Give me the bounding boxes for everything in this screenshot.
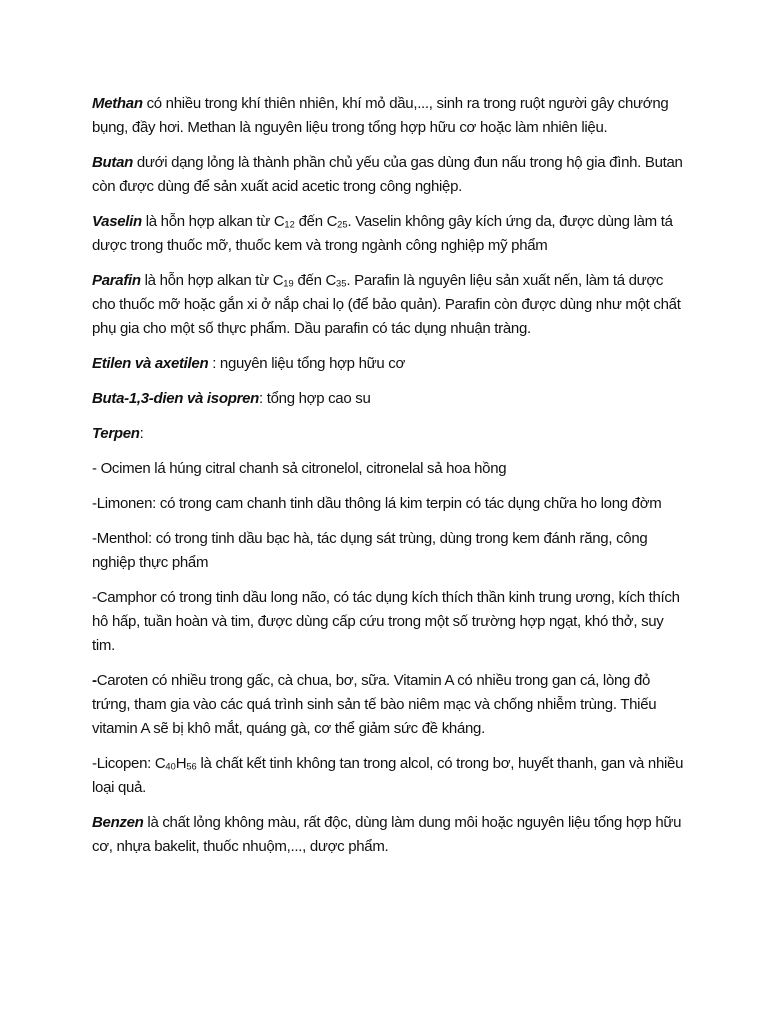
paragraph-text: : tổng hợp cao su xyxy=(259,390,371,407)
paragraph-text: Caroten có nhiều trong gấc, cà chua, bơ, sữa. Vitamin A có nhiều trong gan cá, lòng đỏ trứng, tham gia vào các quá trình sinh sản tế bào niêm mạc và chống nhiễm trùng. Thiếu vitamin A sẽ bị khô mắt, quáng gà, cơ thể giảm sức đề kháng. xyxy=(92,672,657,737)
subscript: 40 xyxy=(165,761,176,772)
paragraph-text: có nhiều trong khí thiên nhiên, khí mỏ dầu,..., sinh ra trong ruột người gây chướng bụng, đầy hơi. Methan là nguyên liệu trong tổng hợp hữu cơ hoặc làm nhiên liệu. xyxy=(92,95,669,136)
document-page xyxy=(92,92,690,870)
term-methan: Methan xyxy=(92,95,143,112)
term-parafin: Parafin xyxy=(92,272,141,289)
paragraph-text: H xyxy=(175,755,187,772)
subscript: 25 xyxy=(337,219,348,230)
subscript: 56 xyxy=(186,761,197,772)
paragraph-text: là chất kết tinh không tan trong alcol, có trong bơ, huyết thanh, gan và nhiều loại quả. xyxy=(92,755,684,796)
list-dash: - xyxy=(92,672,97,689)
paragraph-methan xyxy=(92,92,690,140)
paragraph-text: : nguyên liệu tổng hợp hữu cơ xyxy=(208,355,406,372)
term-terpen: Terpen xyxy=(92,425,140,442)
paragraph-text: dưới dạng lỏng là thành phần chủ yếu của gas dùng đun nấu trong hộ gia đình. Butan còn được dùng để sản xuất acid acetic trong công nghiệp. xyxy=(92,154,683,195)
paragraph-terpen xyxy=(92,422,690,446)
paragraph-text: -Limonen: có trong cam chanh tinh dầu thông lá kim terpin có tác dụng chữa ho long đờm xyxy=(92,495,662,512)
term-butan: Butan xyxy=(92,154,133,171)
list-item-ocimen xyxy=(92,457,690,481)
paragraph-text: - Ocimen lá húng citral chanh sả citronelol, citronelal sả hoa hồng xyxy=(92,460,507,477)
paragraph-text: là hỗn hợp alkan từ C xyxy=(141,213,285,230)
term-etilen-axetilen: Etilen và axetilen xyxy=(92,355,209,372)
paragraph-text: -Camphor có trong tinh dầu long não, có tác dụng kích thích thần kinh trung ương, kích thích hô hấp, tuần hoàn và tim, được dùng cấp cứu trong một số trường hợp ngạt, khó thở, suy tim. xyxy=(92,589,680,654)
subscript: 19 xyxy=(283,278,294,289)
list-item-licopen xyxy=(92,752,690,800)
term-benzen: Benzen xyxy=(92,814,144,831)
paragraph-text: đến C xyxy=(294,213,338,230)
term-buta-dien-isopren: Buta-1,3-dien và isopren xyxy=(92,390,260,407)
paragraph-text: đến C xyxy=(293,272,337,289)
paragraph-text: . Parafin là nguyên liệu sản xuất nến, làm tá dược cho thuốc mỡ hoặc gắn xi ở nắp chai lọ (để bảo quản). Parafin còn được dùng như một chất phụ gia cho một số thực phẩm. Dầu parafin có tác dụng nhuận tràng. xyxy=(92,272,681,337)
paragraph-butan xyxy=(92,151,690,199)
paragraph-parafin xyxy=(92,269,690,341)
list-item-limonen xyxy=(92,492,690,516)
paragraph-benzen xyxy=(92,811,690,859)
paragraph-buta-dien-isopren xyxy=(92,387,690,411)
paragraph-text: . Vaselin không gây kích ứng da, được dùng làm tá dược trong thuốc mỡ, thuốc kem và trong ngành công nghiệp mỹ phẩm xyxy=(92,213,673,254)
term-vaselin: Vaselin xyxy=(92,213,142,230)
list-item-menthol xyxy=(92,527,690,575)
list-item-camphor xyxy=(92,586,690,658)
paragraph-vaselin xyxy=(92,210,690,258)
list-item-caroten xyxy=(92,669,690,741)
paragraph-text: là hỗn hợp alkan từ C xyxy=(140,272,284,289)
paragraph-text: là chất lỏng không màu, rất độc, dùng làm dung môi hoặc nguyên liệu tổng hợp hữu cơ, nhựa bakelit, thuốc nhuộm,..., dược phẩm. xyxy=(92,814,682,855)
subscript: 35 xyxy=(336,278,347,289)
subscript: 12 xyxy=(284,219,295,230)
paragraph-text: -Licopen: C xyxy=(92,755,166,772)
paragraph-text: : xyxy=(139,425,144,442)
paragraph-etilen-axetilen xyxy=(92,352,690,376)
paragraph-text: -Menthol: có trong tinh dầu bạc hà, tác dụng sát trùng, dùng trong kem đánh răng, công nghiệp thực phẩm xyxy=(92,530,648,571)
